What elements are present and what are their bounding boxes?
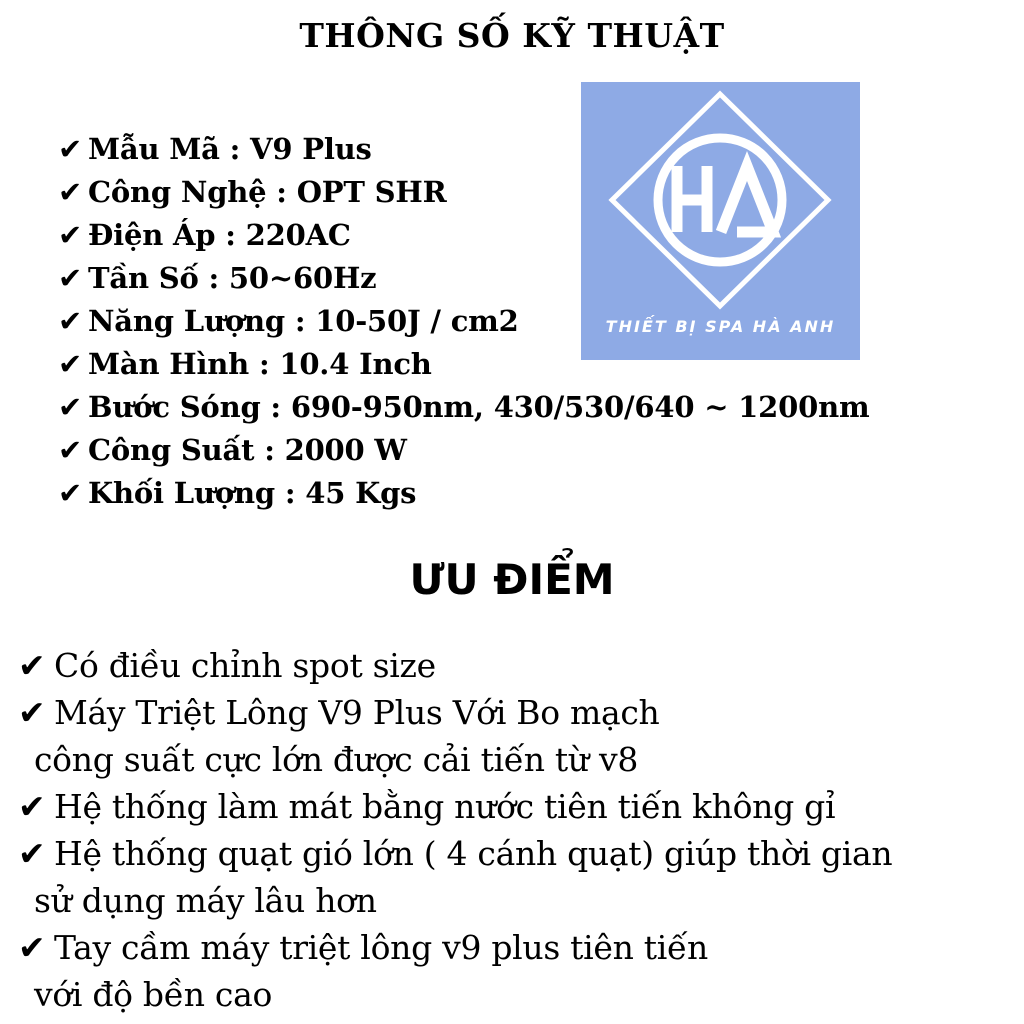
page-title: THÔNG SỐ KỸ THUẬT	[299, 16, 725, 55]
advantage-item: ✔ Tay cầm máy triệt lông v9 plus tiên tiến với độ bền cao	[18, 924, 892, 1018]
check-icon: ✔	[58, 476, 83, 510]
check-icon: ✔	[18, 693, 46, 732]
brand-logo	[581, 82, 860, 360]
spec-item: ✔ Mẫu Mã : V9 Plus	[58, 128, 869, 171]
check-icon: ✔	[58, 347, 83, 381]
check-icon: ✔	[18, 834, 46, 873]
spec-item: ✔ Màn Hình : 10.4 Inch	[58, 343, 869, 386]
spec-item: ✔ Điện Áp : 220AC	[58, 214, 869, 257]
check-icon: ✔	[58, 175, 83, 209]
spec-item: ✔ Công Suất : 2000 W	[58, 429, 869, 472]
check-icon: ✔	[18, 646, 46, 685]
advantage-item: ✔ Máy Triệt Lông V9 Plus Với Bo mạch công suất cực lớn được cải tiến từ v8	[18, 689, 892, 783]
advantage-list	[18, 642, 892, 1018]
check-icon: ✔	[58, 304, 83, 338]
check-icon: ✔	[58, 390, 83, 424]
check-icon: ✔	[58, 261, 83, 295]
spec-item: ✔ Khối Lượng : 45 Kgs	[58, 472, 869, 515]
spec-item: ✔ Công Nghệ : OPT SHR	[58, 171, 869, 214]
check-icon: ✔	[18, 787, 46, 826]
advantage-item: ✔ Hệ thống làm mát bằng nước tiên tiến không gỉ	[18, 783, 892, 830]
advantage-item: ✔ Hệ thống quạt gió lớn ( 4 cánh quạt) giúp thời gian sử dụng máy lâu hơn	[18, 830, 892, 924]
section-title: ƯU ĐIỂM	[409, 555, 615, 604]
check-icon: ✔	[58, 218, 83, 252]
check-icon: ✔	[58, 433, 83, 467]
advantage-item: ✔ Có điều chỉnh spot size	[18, 642, 892, 689]
check-icon: ✔	[18, 928, 46, 967]
spec-item: ✔ Bước Sóng : 690-950nm, 430/530/640 ~ 1200nm	[58, 386, 869, 429]
spec-item: ✔ Tần Số : 50~60Hz	[58, 257, 869, 300]
spec-item: ✔ Năng Lượng : 10-50J / cm2	[58, 300, 869, 343]
logo-caption: THIẾT BỊ SPA HÀ ANH	[605, 317, 836, 336]
check-icon: ✔	[58, 132, 83, 166]
